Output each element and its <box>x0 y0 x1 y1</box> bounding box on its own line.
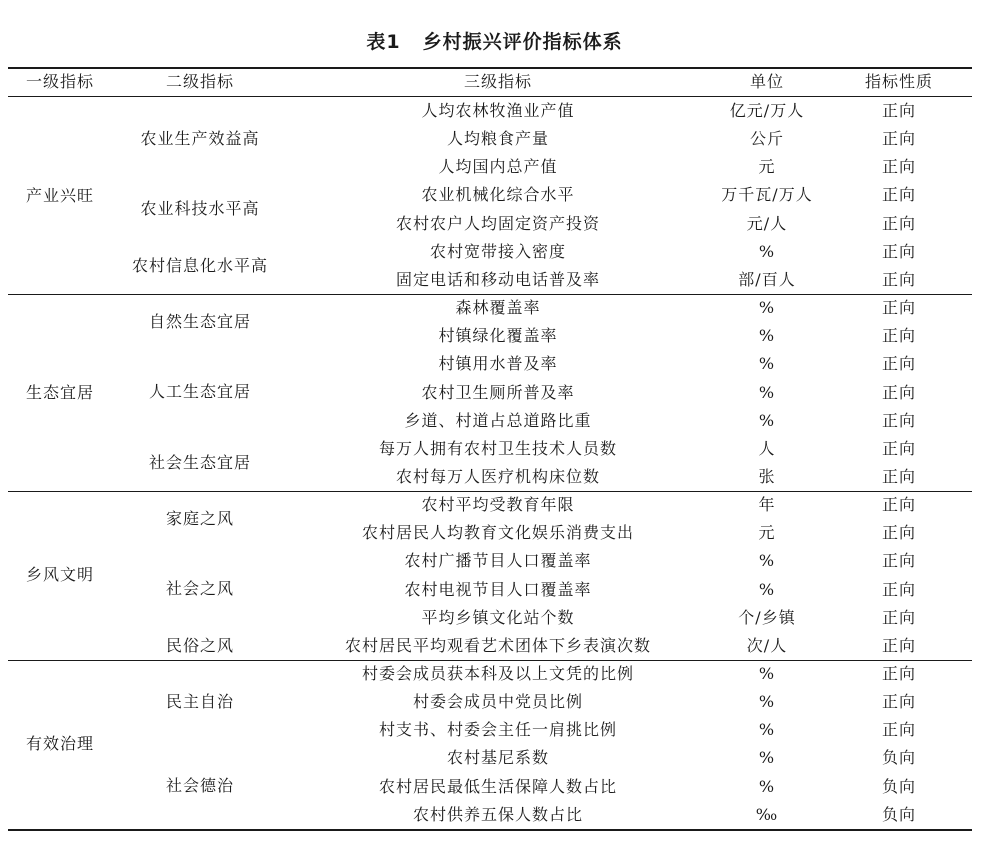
nature-cell: 正向 <box>881 185 916 205</box>
unit-cell: % <box>758 298 776 318</box>
header-nature: 指标性质 <box>864 72 933 91</box>
unit-cell: 张 <box>758 466 776 486</box>
indicator-cell: 农村供养五保人数占比 <box>412 804 583 824</box>
nature-cell: 正向 <box>881 354 916 374</box>
unit-cell: 人 <box>758 438 776 458</box>
unit-cell: % <box>758 410 776 430</box>
nature-cell: 正向 <box>881 382 916 402</box>
level2-cell: 社会之风 <box>165 579 234 599</box>
indicator-cell: 农村广播节目人口覆盖率 <box>404 551 592 571</box>
indicator-cell: 农村宽带接入密度 <box>429 241 566 261</box>
nature-cell: 正向 <box>881 269 916 289</box>
unit-cell: 次/人 <box>746 635 788 655</box>
bottom-rule <box>8 829 972 831</box>
nature-cell: 正向 <box>881 298 916 318</box>
indicator-cell: 农村每万人医疗机构床位数 <box>395 466 600 486</box>
indicator-cell: 村镇绿化覆盖率 <box>438 326 558 346</box>
table-title: 乡村振兴评价指标体系 <box>422 31 623 53</box>
indicator-cell: 固定电话和移动电话普及率 <box>395 269 600 289</box>
indicator-cell: 农村居民人均教育文化娱乐消费支出 <box>361 523 634 543</box>
table-caption <box>0 30 989 54</box>
indicator-cell: 每万人拥有农村卫生技术人员数 <box>378 438 617 458</box>
header-unit: 单位 <box>749 72 784 91</box>
level1-cell: 生态宜居 <box>25 383 94 403</box>
level1-cell: 有效治理 <box>25 734 94 753</box>
level2-cell: 民主自治 <box>165 692 234 711</box>
indicator-cell: 农村卫生厕所普及率 <box>421 382 575 402</box>
indicator-cell: 村委会成员中党员比例 <box>412 692 583 712</box>
nature-cell: 正向 <box>881 157 916 177</box>
indicator-cell: 农村平均受教育年限 <box>421 495 575 515</box>
unit-cell: 元 <box>758 157 776 177</box>
indicator-cell: 村支书、村委会主任一肩挑比例 <box>378 720 617 740</box>
indicator-cell: 人均粮食产量 <box>446 129 549 149</box>
level2-cell: 家庭之风 <box>165 509 234 529</box>
level2-cell: 社会德治 <box>165 776 234 796</box>
unit-cell: % <box>758 579 776 599</box>
unit-cell: % <box>758 748 776 768</box>
nature-cell: 正向 <box>881 213 916 233</box>
nature-cell: 正向 <box>881 523 916 543</box>
nature-cell: 正向 <box>881 495 916 515</box>
unit-cell: 元/人 <box>746 213 788 233</box>
nature-cell: 正向 <box>881 326 916 346</box>
header-level1: 一级指标 <box>25 72 94 91</box>
nature-cell: 正向 <box>881 438 916 458</box>
level2-cell: 社会生态宜居 <box>148 452 251 472</box>
unit-cell: 公斤 <box>749 129 784 149</box>
indicator-cell: 森林覆盖率 <box>455 298 541 318</box>
nature-cell: 正向 <box>881 466 916 486</box>
level1-cell: 产业兴旺 <box>25 186 94 205</box>
level2-cell: 自然生态宜居 <box>148 312 251 332</box>
unit-cell: ‰ <box>755 804 779 824</box>
nature-cell: 负向 <box>881 804 916 824</box>
indicator-cell: 人均农林牧渔业产值 <box>421 101 575 120</box>
unit-cell: 年 <box>758 495 776 515</box>
nature-cell: 正向 <box>881 410 916 430</box>
indicator-cell: 农业机械化综合水平 <box>421 185 575 205</box>
level1-cell: 乡风文明 <box>25 565 94 585</box>
indicator-cell: 农村基尼系数 <box>446 748 549 768</box>
indicator-cell: 农村居民最低生活保障人数占比 <box>378 776 617 796</box>
unit-cell: % <box>758 241 776 261</box>
unit-cell: % <box>758 720 776 740</box>
nature-cell: 负向 <box>881 776 916 796</box>
header-level2: 二级指标 <box>165 72 234 91</box>
unit-cell: % <box>758 551 776 571</box>
unit-cell: 元 <box>758 523 776 543</box>
nature-cell: 正向 <box>881 551 916 571</box>
unit-cell: 个/乡镇 <box>738 607 796 627</box>
indicator-cell: 人均国内总产值 <box>438 157 558 177</box>
nature-cell: 正向 <box>881 129 916 149</box>
indicator-cell: 村镇用水普及率 <box>438 354 558 374</box>
level2-cell: 农业生产效益高 <box>140 129 260 148</box>
nature-cell: 正向 <box>881 664 916 683</box>
indicator-cell: 平均乡镇文化站个数 <box>421 607 575 627</box>
level2-cell: 民俗之风 <box>165 635 234 655</box>
nature-cell: 负向 <box>881 748 916 768</box>
nature-cell: 正向 <box>881 635 916 655</box>
nature-cell: 正向 <box>881 241 916 261</box>
level2-cell: 农业科技水平高 <box>140 199 260 219</box>
indicator-cell: 农村农户人均固定资产投资 <box>395 213 600 233</box>
nature-cell: 正向 <box>881 579 916 599</box>
nature-cell: 正向 <box>881 720 916 740</box>
unit-cell: % <box>758 354 776 374</box>
unit-cell: % <box>758 664 776 683</box>
indicator-cell: 农村居民平均观看艺术团体下乡表演次数 <box>344 635 651 655</box>
indicator-cell: 村委会成员获本科及以上文凭的比例 <box>361 664 634 683</box>
level2-cell: 人工生态宜居 <box>148 382 251 402</box>
unit-cell: 亿元/万人 <box>729 101 805 120</box>
unit-cell: % <box>758 382 776 402</box>
indicator-cell: 乡道、村道占总道路比重 <box>404 410 592 430</box>
level2-cell: 农村信息化水平高 <box>131 255 268 275</box>
indicator-cell: 农村电视节目人口覆盖率 <box>404 579 592 599</box>
nature-cell: 正向 <box>881 692 916 712</box>
unit-cell: 万千瓦/万人 <box>721 185 813 205</box>
nature-cell: 正向 <box>881 607 916 627</box>
header-level3: 三级指标 <box>463 72 532 91</box>
table-number: 表1 <box>366 31 401 53</box>
unit-cell: % <box>758 692 776 712</box>
unit-cell: % <box>758 326 776 346</box>
unit-cell: % <box>758 776 776 796</box>
nature-cell: 正向 <box>881 101 916 120</box>
unit-cell: 部/百人 <box>738 269 796 289</box>
